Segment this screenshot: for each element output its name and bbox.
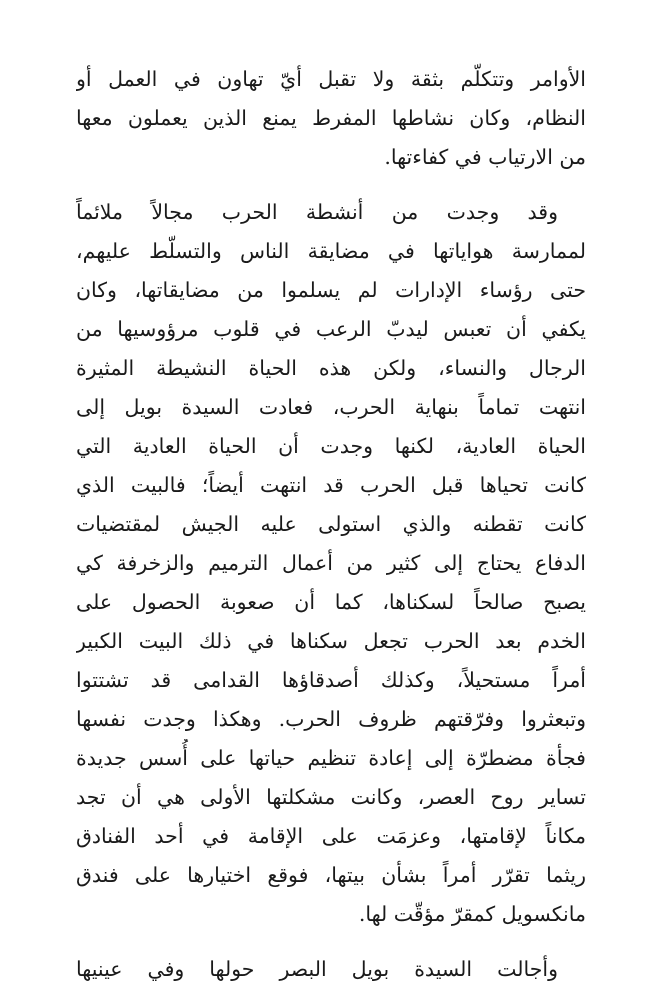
text-line: أمراً مستحيلاً، وكذلك أصدقاؤها القدامى قد تشتتوا: [76, 668, 586, 692]
text-line: وقد وجدت من أنشطة الحرب مجالاً ملائماً: [76, 200, 558, 224]
text-line: الرجال والنساء، ولكن هذه الحياة النشيطة المثيرة: [76, 356, 586, 380]
text-line: حتى رؤساء الإدارات لم يسلموا من مضايقاتها، وكان: [76, 278, 586, 302]
book-page: [76, 60, 586, 1005]
paragraph-2: [76, 193, 586, 934]
text-line: الحياة العادية، لكنها وجدت أن الحياة العادية التي: [76, 434, 586, 458]
text-line: الخدم بعد الحرب تجعل سكناها في ذلك البيت الكبير: [76, 629, 586, 653]
text-line: يكفي أن تعبس ليدبّ الرعب في قلوب مرؤوسيها من: [76, 317, 586, 341]
text-line: لممارسة هواياتها في مضايقة الناس والتسلّط عليهم،: [76, 239, 586, 263]
text-line: تساير روح العصر، وكانت مشكلتها الأولى هي أن تجد: [76, 785, 586, 809]
text-line: مكاناً لإقامتها، وعزمَت على الإقامة في أحد الفنادق: [76, 824, 586, 848]
text-line: ريثما تقرّر أمراً بشأن بيتها، فوقع اختيارها على فندق: [76, 863, 586, 887]
text-line: كانت تقطنه والذي استولى عليه الجيش لمقتضيات: [76, 512, 586, 536]
text-line: يصبح صالحاً لسكناها، كما أن صعوبة الحصول على: [76, 590, 586, 614]
text-line: الأوامر وتتكلّم بثقة ولا تقبل أيّ تهاون في العمل أو: [76, 67, 586, 91]
text-line: وتبعثروا وفرّقتهم ظروف الحرب. وهكذا وجدت نفسها: [76, 707, 586, 731]
paragraph-3: [76, 950, 586, 989]
text-line: انتهت تماماً بنهاية الحرب، فعادت السيدة بويل إلى: [76, 395, 586, 419]
paragraph-1: [76, 60, 586, 177]
text-line: كانت تحياها قبل الحرب قد انتهت أيضاً؛ فالبيت الذي: [76, 473, 586, 497]
text-line: الدفاع يحتاج إلى كثير من أعمال الترميم والزخرفة كي: [76, 551, 586, 575]
text-line: مانكسويل كمقرّ مؤقّت لها.: [358, 902, 586, 926]
text-line: من الارتياب في كفاءتها.: [384, 145, 586, 169]
text-line: فجأة مضطرّة إلى إعادة تنظيم حياتها على أُسس جديدة: [76, 746, 586, 770]
text-line: وأجالت السيدة بويل البصر حولها وفي عينيها: [76, 957, 558, 981]
text-line: النظام، وكان نشاطها المفرط يمنع الذين يعملون معها: [76, 106, 586, 130]
